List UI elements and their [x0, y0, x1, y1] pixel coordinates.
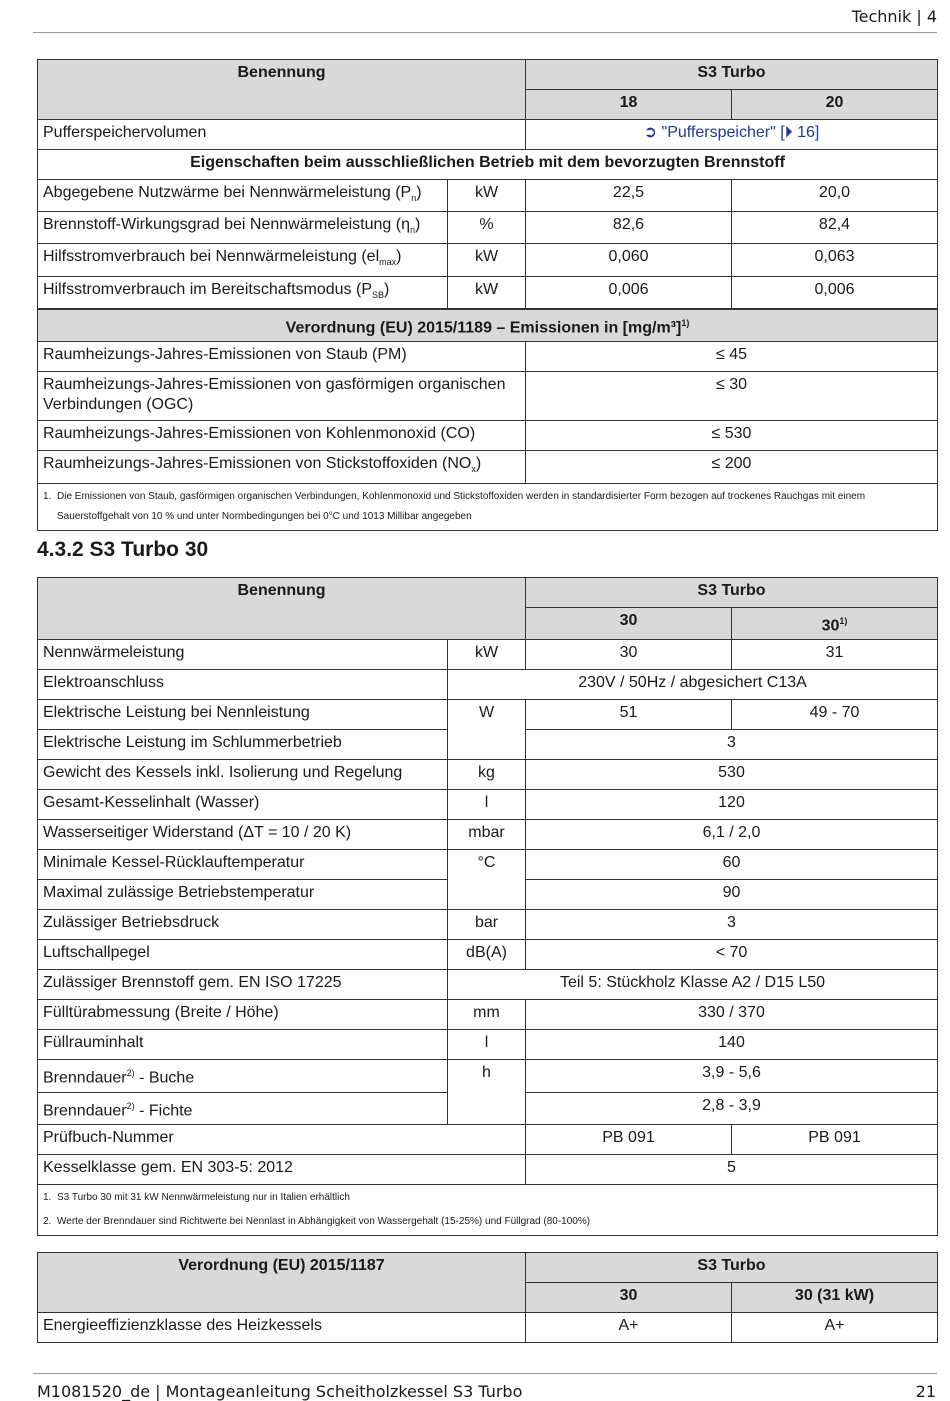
footnote-text: Werte der Brenndauer sind Richtwerte bei Nennlast in Abhängigkeit von Wassergehalt (15-25%) und Füllgrad (80-100%)	[57, 1215, 591, 1227]
head-col-30-31kw	[732, 608, 938, 640]
row-value-2: 49 - 70	[732, 700, 938, 730]
head-col-18: 18	[526, 90, 732, 120]
row-value-20: 20,0	[732, 180, 938, 212]
footer-doc-title: M1081520_de | Montageanleitung Scheitholzkessel S3 Turbo	[37, 1382, 523, 1401]
puffer-ref-text[interactable]: ➲ "Pufferspeicher" [⏵ 16]	[643, 124, 820, 141]
head-model: S3 Turbo	[526, 578, 938, 608]
table-row	[38, 421, 938, 451]
table-row	[38, 342, 938, 372]
row-unit: kW	[448, 244, 526, 276]
head-regulation: Verordnung (EU) 2015/1187	[38, 1253, 526, 1313]
row-label: Raumheizungs-Jahres-Emissionen von Stickstoffoxiden (NO	[43, 455, 472, 473]
table-row	[38, 910, 938, 940]
row-unit: l	[448, 1030, 526, 1060]
row-value: ≤ 45	[526, 342, 938, 372]
row-label: Elektrische Leistung bei Nennleistung	[38, 700, 448, 730]
row-unit: bar	[448, 910, 526, 940]
row-label-sub: SB	[371, 289, 384, 300]
footnote	[38, 483, 938, 530]
row-value-18: 82,6	[526, 212, 732, 244]
technical-data-table-30	[37, 577, 938, 1236]
row-unit: dB(A)	[448, 940, 526, 970]
header-rule	[33, 32, 937, 33]
row-label-tail: )	[396, 248, 402, 266]
row-label: Gesamt-Kesselinhalt (Wasser)	[38, 790, 448, 820]
emissions-table	[37, 309, 938, 531]
row-unit: kg	[448, 760, 526, 790]
row-label: Fülltürabmessung (Breite / Höhe)	[38, 1000, 448, 1030]
table-row	[38, 276, 938, 308]
row-unit: °C	[448, 850, 526, 910]
head-model: S3 Turbo	[526, 1253, 938, 1283]
section-title: 4.3.2 S3 Turbo 30	[37, 538, 209, 561]
table-row	[38, 1000, 938, 1030]
emissions-head-sup: 1)	[681, 318, 690, 328]
row-unit: kW	[448, 640, 526, 670]
row-label: Maximal zulässige Betriebstemperatur	[38, 880, 448, 910]
head-col-20: 20	[732, 90, 938, 120]
row-label-tail: - Buche	[134, 1069, 195, 1087]
row-value: 3	[526, 910, 938, 940]
row-label: Raumheizungs-Jahres-Emissionen von Kohlenmonoxid (CO)	[38, 421, 526, 451]
row-value-2: A+	[732, 1313, 938, 1343]
table-row	[38, 180, 938, 212]
table-row	[38, 244, 938, 276]
head-col-2: 30 (31 kW)	[732, 1283, 938, 1313]
row-label-sup: 2)	[126, 1068, 135, 1079]
row-value: 6,1 / 2,0	[526, 820, 938, 850]
running-header: Technik | 4	[851, 7, 937, 26]
table-row	[38, 940, 938, 970]
row-label-tail: )	[384, 280, 390, 298]
row-value: 3	[526, 730, 938, 760]
table-row	[38, 820, 938, 850]
row-label: Brenndauer	[43, 1069, 127, 1087]
row-value-20: 82,4	[732, 212, 938, 244]
row-label: Energieeffizienzklasse des Heizkessels	[38, 1313, 526, 1343]
row-value: ≤ 200	[526, 451, 938, 483]
row-label: Raumheizungs-Jahres-Emissionen von Staub (PM)	[38, 342, 526, 372]
row-value: < 70	[526, 940, 938, 970]
row-label-sub: x	[471, 464, 476, 475]
table-row	[38, 1313, 938, 1343]
row-label-sub: n	[410, 225, 416, 236]
row-value-1: 51	[526, 700, 732, 730]
footnote-number: 2.	[43, 1215, 52, 1227]
technical-data-table-18-20	[37, 59, 938, 309]
row-label: Minimale Kessel-Rücklauftemperatur	[38, 850, 448, 880]
row-value: 230V / 50Hz / abgesichert C13A	[448, 670, 938, 700]
row-label: Brennstoff-Wirkungsgrad bei Nennwärmeleistung (η	[43, 216, 410, 234]
row-label-tail: )	[475, 455, 482, 473]
row-value: ≤ 530	[526, 421, 938, 451]
row-label: Raumheizungs-Jahres-Emissionen von gasförmigen organischen Verbindungen (OGC)	[38, 372, 526, 421]
row-value-18: 22,5	[526, 180, 732, 212]
head-col-30: 30	[526, 608, 732, 640]
row-label: Brenndauer	[43, 1101, 127, 1119]
row-label-sup: 2)	[126, 1100, 135, 1111]
row-label-tail: )	[415, 216, 421, 234]
head-benennung: Benennung	[38, 578, 526, 640]
row-value: 120	[526, 790, 938, 820]
row-value-1: PB 091	[526, 1124, 732, 1154]
footnote-number: 1.	[43, 1191, 52, 1203]
row-label: Prüfbuch-Nummer	[38, 1124, 526, 1154]
head-benennung: Benennung	[38, 60, 526, 120]
row-label: Wasserseitiger Widerstand (ΔT = 10 / 20 K)	[38, 820, 448, 850]
row-value: 330 / 370	[526, 1000, 938, 1030]
head-col-sup: 1)	[839, 616, 848, 626]
footnote-text: Die Emissionen von Staub, gasförmigen organischen Verbindungen, Kohlenmonoxid und Stickstoffoxiden werden in standardisierter Form bezogen auf trockenes Rauchgas mit einem Sauerstoffgehalt von 10 % und unter Normbedingungen bei 0°C und 1013 Millibar angegeben	[57, 490, 866, 522]
row-label: Zulässiger Betriebsdruck	[38, 910, 448, 940]
section-header: Eigenschaften beim ausschließlichen Betrieb mit dem bevorzugten Brennstoff	[38, 150, 938, 180]
row-label: Zulässiger Brennstoff gem. EN ISO 17225	[38, 970, 448, 1000]
head-model: S3 Turbo	[526, 60, 938, 90]
footnote-text: S3 Turbo 30 mit 31 kW Nennwärmeleistung nur in Italien erhältlich	[57, 1191, 350, 1203]
row-value-20: 0,006	[732, 276, 938, 308]
row-unit: mbar	[448, 820, 526, 850]
page-number: 21	[915, 1382, 936, 1401]
emissions-head-text: Verordnung (EU) 2015/1189 – Emissionen in [mg/m³]	[285, 319, 682, 337]
head-col-1: 30	[526, 1283, 732, 1313]
row-value: 60	[526, 850, 938, 880]
row-label-tail: - Fichte	[134, 1101, 193, 1119]
row-value: 140	[526, 1030, 938, 1060]
row-value: 530	[526, 760, 938, 790]
row-value-1: 30	[526, 640, 732, 670]
row-unit: W	[448, 700, 526, 760]
table-row	[38, 670, 938, 700]
row-value: 5	[526, 1154, 938, 1184]
row-value: 3,9 - 5,6	[526, 1060, 938, 1092]
row-unit: h	[448, 1060, 526, 1125]
row-value: 2,8 - 3,9	[526, 1092, 938, 1124]
energy-efficiency-table	[37, 1252, 938, 1343]
table-row	[38, 451, 938, 483]
table-row	[38, 1154, 938, 1184]
row-label-tail: )	[416, 184, 422, 201]
puffer-reference-link[interactable]	[526, 120, 938, 150]
row-value-18: 0,006	[526, 276, 732, 308]
table-row	[38, 760, 938, 790]
row-value-2: PB 091	[732, 1124, 938, 1154]
footnotes	[38, 1184, 938, 1235]
row-label: Kesselklasse gem. EN 303-5: 2012	[38, 1154, 526, 1184]
row-value: Teil 5: Stückholz Klasse A2 / D15 L50	[448, 970, 938, 1000]
row-value-18: 0,060	[526, 244, 732, 276]
row-label: Hilfsstromverbrauch im Bereitschaftsmodus (P	[43, 280, 372, 298]
table-row	[38, 970, 938, 1000]
row-value-2: 31	[732, 640, 938, 670]
row-unit: l	[448, 790, 526, 820]
table-row	[38, 790, 938, 820]
row-value: ≤ 30	[526, 372, 938, 421]
footnote-number: 1.	[43, 490, 52, 502]
row-value-20: 0,063	[732, 244, 938, 276]
table-row	[38, 1124, 938, 1154]
row-unit: kW	[448, 180, 526, 212]
row-unit: kW	[448, 276, 526, 308]
row-label: Gewicht des Kessels inkl. Isolierung und Regelung	[38, 760, 448, 790]
row-value: 90	[526, 880, 938, 910]
row-label: Elektrische Leistung im Schlummerbetrieb	[38, 730, 448, 760]
row-value-1: A+	[526, 1313, 732, 1343]
emissions-head	[38, 310, 938, 342]
row-label-sub: max	[379, 257, 397, 268]
row-label: Füllrauminhalt	[38, 1030, 448, 1060]
table-row	[38, 212, 938, 244]
table-row	[38, 1060, 938, 1092]
table-row	[38, 640, 938, 670]
row-label: Hilfsstromverbrauch bei Nennwärmeleistung (el	[43, 248, 380, 266]
table-row	[38, 700, 938, 730]
head-col-text: 30	[821, 617, 840, 635]
row-unit: mm	[448, 1000, 526, 1030]
puffer-label: Pufferspeichervolumen	[38, 120, 526, 150]
row-label: Luftschallpegel	[38, 940, 448, 970]
row-unit: %	[448, 212, 526, 244]
table-row	[38, 850, 938, 880]
table-row	[38, 372, 938, 421]
row-label-sub: n	[411, 193, 417, 204]
row-label: Abgegebene Nutzwärme bei Nennwärmeleistung (P	[43, 184, 412, 201]
table-row	[38, 1030, 938, 1060]
row-label: Elektroanschluss	[38, 670, 448, 700]
row-label: Nennwärmeleistung	[38, 640, 448, 670]
footer-rule	[33, 1373, 937, 1374]
